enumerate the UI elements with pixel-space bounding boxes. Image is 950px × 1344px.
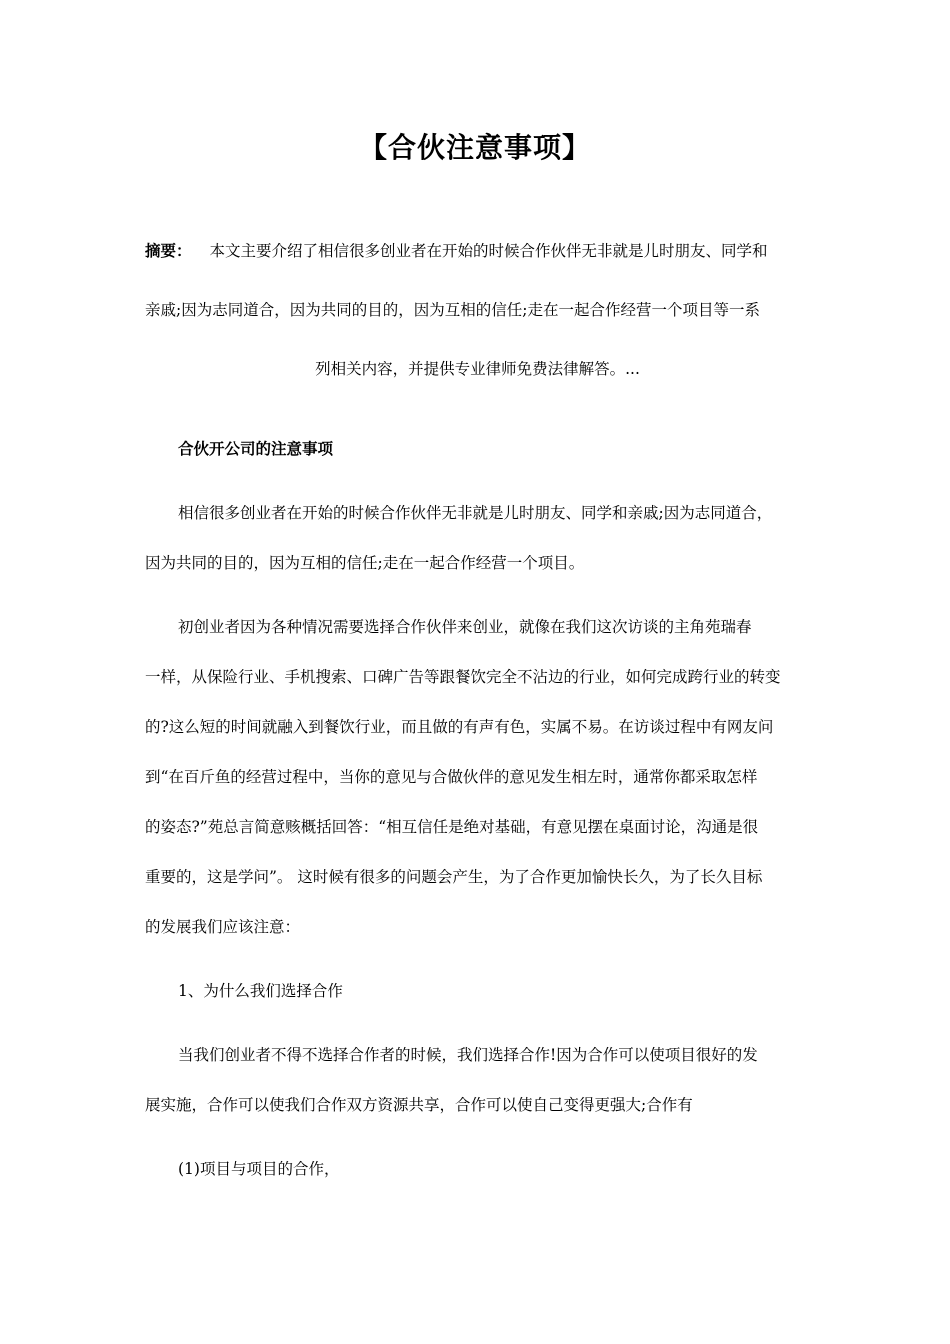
paragraph-line: 展实施，合作可以使我们合作双方资源共享，合作可以使自己变得更强大;合作有 [145, 1096, 693, 1114]
abstract-text: 本文主要介绍了相信很多创业者在开始的时候合作伙伴无非就是儿时朋友、同学和 [209, 242, 768, 260]
paragraph-line: 的姿态?”苑总言简意赅概括回答：“相互信任是绝对基础，有意见摆在桌面讨论，沟通是很 [145, 818, 759, 836]
list-item-heading [145, 974, 810, 1024]
paragraph-line: 重要的，这是学问”。 这时候有很多的问题会产生，为了合作更加愉快长久，为了长久目标 [145, 868, 763, 886]
abstract-line [145, 234, 810, 268]
paragraph-line: 一样，从保险行业、手机搜索、口碑广告等跟餐饮完全不沾边的行业，如何完成跨行业的转变 [145, 668, 781, 686]
paragraph-line: 的?这么短的时间就融入到餐饮行业，而且做的有声有色，实属不易。在访谈过程中有网友问 [145, 718, 774, 736]
paragraph-line: 相信很多创业者在开始的时候合作伙伴无非就是儿时朋友、同学和亲戚;因为志同道合， [178, 504, 773, 522]
paragraph-line: 的发展我们应该注意： [145, 918, 301, 936]
paragraph-line: 因为共同的目的，因为互相的信任;走在一起合作经营一个项目。 [145, 554, 585, 572]
paragraph [145, 610, 810, 960]
document-title: 【合伙注意事项】 [358, 131, 591, 164]
paragraph [145, 1038, 810, 1138]
paragraph [145, 496, 810, 596]
paragraph-line: 当我们创业者不得不选择合作者的时候，我们选择合作!因为合作可以使项目很好的发 [178, 1046, 758, 1064]
abstract-label: 摘要： [145, 242, 192, 260]
section-heading: 合伙开公司的注意事项 [178, 440, 334, 458]
abstract-line: 亲戚;因为志同道合，因为共同的目的，因为互相的信任;走在一起合作经营一个项目等一系 [145, 301, 760, 319]
sub-list-item-text: (1)项目与项目的合作， [178, 1160, 340, 1178]
abstract-line: 列相关内容，并提供专业律师免费法律解答。... [315, 360, 640, 378]
abstract [145, 234, 810, 411]
list-item-text: 1、为什么我们选择合作 [178, 982, 343, 1000]
paragraph-line: 到“在百斤鱼的经营过程中，当你的意见与合做伙伴的意见发生相左时，通常你都采取怎样 [145, 768, 758, 786]
sub-list-item [145, 1152, 810, 1202]
paragraph-line: 初创业者因为各种情况需要选择合作伙伴来创业，就像在我们这次访谈的主角苑瑞春 [178, 618, 752, 636]
